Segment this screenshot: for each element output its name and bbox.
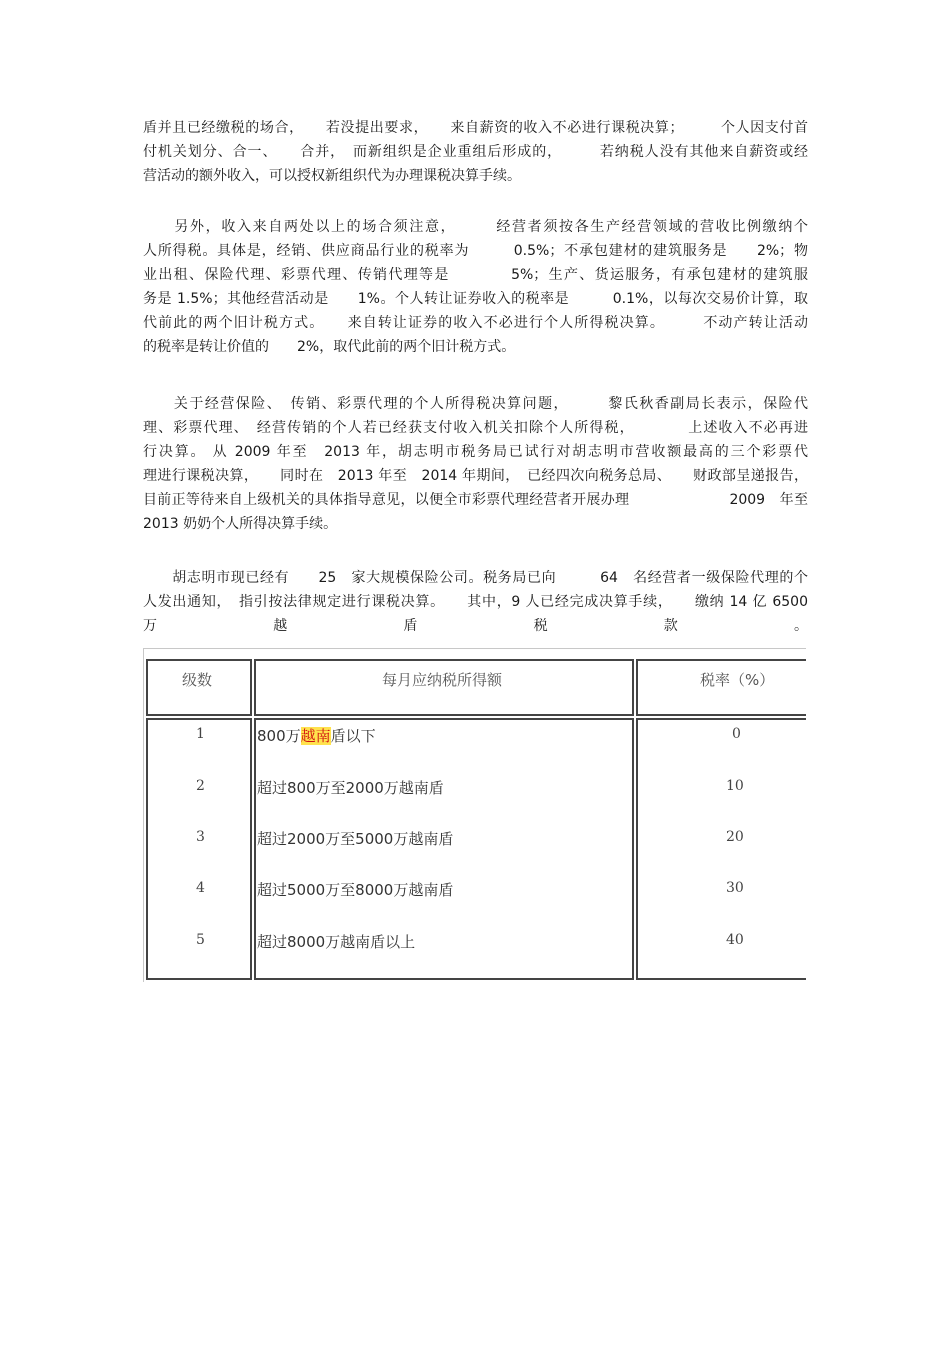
text-line: 另外，收入来自两处以上的场合须注意， 经营者须按各生产经营领域的营收比例缴纳个 [143,219,808,235]
text-line: 代前此的两个旧计税方式。 来自转让证券的收入不必进行个人所得税决算。 不动产转让活动 [143,315,808,331]
text-line: 人所得税。具体是，经销、供应商品行业的税率为 0.5%；不承包建材的建筑服务是 2%；物 [143,243,808,259]
income-range: 超过8000万越南盾以上 [257,933,416,951]
highlighted-text: 越南 [300,727,331,745]
paragraph-4 [143,566,808,638]
text-line: 理进行课税决算， 同时在 2013 年至 2014 年期间， 已经四次向税务总局、 财政部呈递报告， [143,468,808,484]
income-range: 超过2000万至5000万越南盾 [257,830,454,848]
text-line: 业出租、保险代理、彩票代理、传销代理等是 5%；生产、货运服务，有承包建材的建筑服 [143,267,808,283]
tax-rate-table-image [143,648,806,982]
text-line: 目前正等待来自上级机关的具体指导意见，以便全市彩票代理经营者开展办理 2009 年至 [143,492,808,508]
header-cell-level [146,659,252,716]
income-range: 超过5000万至8000万越南盾 [257,881,454,899]
paragraph-2 [143,215,808,359]
header-income: 每月应纳税所得额 [382,671,503,689]
rate-column [636,718,806,980]
text-line: 2013 奶奶个人所得决算手续。 [143,516,338,532]
rate-value: 0 [732,726,741,742]
rate-value: 30 [726,880,744,896]
paragraph-1 [143,116,808,188]
header-cell-rate [636,659,806,716]
income-range: 800万越南盾以下 [257,727,376,745]
income-range: 超过800万至2000万越南盾 [257,779,444,797]
level-value: 1 [196,726,205,742]
rate-value: 20 [726,829,744,845]
text-line: 务是 1.5%；其他经营活动是 1%。个人转让证券收入的税率是 0.1%，以每次交易价计算，取 [143,291,808,307]
header-rate: 税率（%） [700,671,775,689]
text-line: 行决算。 从 2009 年至 2013 年，胡志明市税务局已试行对胡志明市营收额最高的三个彩票代 [143,444,808,460]
text-line: 万 越 盾 税 款 。 [143,618,808,634]
header-level: 级数 [182,671,213,689]
tax-rate-table [146,659,806,978]
rate-value: 10 [726,778,744,794]
rate-value: 40 [726,932,744,948]
level-value: 3 [196,829,205,845]
text-line: 营活动的额外收入，可以授权新组织代为办理课税决算手续。 [143,168,521,184]
level-value: 5 [196,932,205,948]
text-line: 关于经营保险、 传销、彩票代理的个人所得税决算问题， 黎氏秋香副局长表示，保险代 [143,396,808,412]
text-line: 理、彩票代理、 经营传销的个人若已经获支付收入机关扣除个人所得税， 上述收入不必再进 [143,420,808,436]
text-line: 盾并且已经缴税的场合， 若没提出要求， 来自薪资的收入不必进行课税决算； 个人因支付首 [143,120,808,136]
level-value: 4 [196,880,205,896]
text-line: 胡志明市现已经有 25 家大规模保险公司。税务局已向 64 名经营者一级保险代理的个 [143,570,808,586]
text-line: 人发出通知， 指引按法律规定进行课税决算。 其中，9 人已经完成决算手续， 缴纳 14 亿 6500 [143,594,808,610]
income-column [254,718,634,980]
level-column [146,718,252,980]
header-cell-income [254,659,634,716]
text-line: 付机关划分、合一、 合并， 而新组织是企业重组后形成的， 若纳税人没有其他来自薪资或经 [143,144,808,160]
level-value: 2 [196,778,205,794]
paragraph-3 [143,392,808,536]
text-line: 的税率是转让价值的 2%，取代此前的两个旧计税方式。 [143,339,516,355]
